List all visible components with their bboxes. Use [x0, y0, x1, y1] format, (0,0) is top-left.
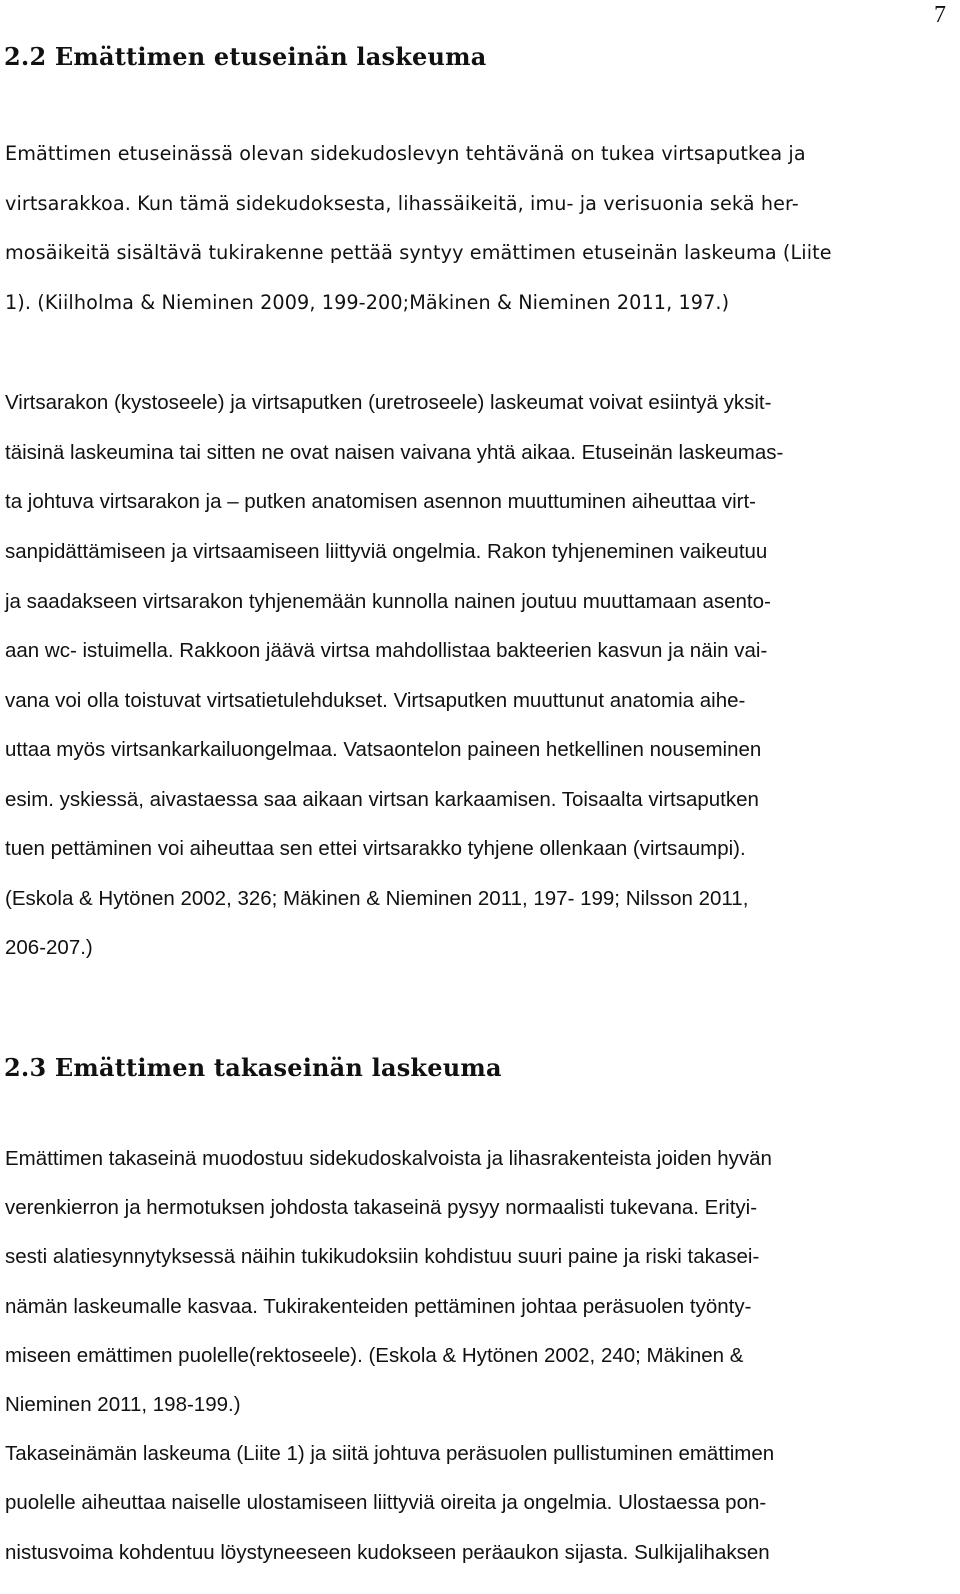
text-line: puolelle aiheuttaa naiselle ulostamiseen liittyviä oireita ja ongelmia. Ulostaessa pon- [5, 1491, 767, 1514]
text-line: sanpidättämiseen ja virtsaamiseen liittyviä ongelmia. Rakon tyhjeneminen vaikeutuu [5, 540, 768, 563]
text-line: nistusvoima kohdentuu löystyneeseen kudokseen peräaukon sijasta. Sulkijalihaksen [5, 1541, 770, 1564]
text-line: 206-207.) [5, 936, 93, 959]
text-line: Takaseinämän laskeuma (Liite 1) ja siitä johtuva peräsuolen pullistuminen emättimen [5, 1442, 775, 1465]
text-line: Emättimen etuseinässä olevan sidekudoslevyn tehtävänä on tukea virtsaputkea ja [5, 142, 806, 165]
text-line: miseen emättimen puolelle(rektoseele). (Eskola & Hytönen 2002, 240; Mäkinen & [5, 1344, 744, 1367]
text-line: ja saadakseen virtsarakon tyhjenemään kunnolla nainen joutuu muuttamaan asento- [5, 590, 771, 613]
section-heading-2-2: 2.2 Emättimen etuseinän laskeuma [4, 42, 487, 71]
text-line: vana voi olla toistuvat virtsatietulehdukset. Virtsaputken muuttunut anatomia aihe- [5, 689, 746, 712]
text-line: Virtsarakon (kystoseele) ja virtsaputken (uretroseele) laskeumat voivat esiintyä yksit- [5, 391, 772, 414]
text-line: esim. yskiessä, aivastaessa saa aikaan virtsan karkaamisen. Toisaalta virtsaputken [5, 788, 759, 811]
text-line: nämän laskeumalle kasvaa. Tukirakenteiden pettäminen johtaa peräsuolen työnty- [5, 1295, 752, 1318]
text-line: Emättimen takaseinä muodostuu sidekudoskalvoista ja lihasrakenteista joiden hyvän [5, 1147, 772, 1170]
text-line: aan wc- istuimella. Rakkoon jäävä virtsa mahdollistaa bakteerien kasvun ja näin vai- [5, 639, 768, 662]
text-line: 1). (Kiilholma & Nieminen 2009, 199-200;Mäkinen & Nieminen 2011, 197.) [5, 291, 730, 314]
text-line: Nieminen 2011, 198-199.) [5, 1393, 241, 1416]
section-heading-2-3: 2.3 Emättimen takaseinän laskeuma [4, 1053, 502, 1082]
text-line: uttaa myös virtsankarkailuongelmaa. Vatsaontelon paineen hetkellinen nouseminen [5, 738, 762, 761]
text-line: virtsarakkoa. Kun tämä sidekudoksesta, lihassäikeitä, imu- ja verisuonia sekä her- [5, 192, 799, 215]
text-line: tuen pettäminen voi aiheuttaa sen ettei virtsarakko tyhjene ollenkaan (virtsaumpi). [5, 837, 746, 860]
text-line: sesti alatiesynnytyksessä näihin tukikudoksiin kohdistuu suuri paine ja riski takasei- [5, 1245, 760, 1268]
text-line: (Eskola & Hytönen 2002, 326; Mäkinen & Nieminen 2011, 197- 199; Nilsson 2011, [5, 887, 749, 910]
text-line: mosäikeitä sisältävä tukirakenne pettää syntyy emättimen etuseinän laskeuma (Liite [5, 241, 832, 264]
text-line: verenkierron ja hermotuksen johdosta takaseinä pysyy normaalisti tukevana. Erityi- [5, 1196, 758, 1219]
page-number: 7 [934, 2, 946, 28]
text-line: ta johtuva virtsarakon ja – putken anatomisen asennon muuttuminen aiheuttaa virt- [5, 490, 756, 513]
text-line: täisinä laskeumina tai sitten ne ovat naisen vaivana yhtä aikaa. Etuseinän laskeumas- [5, 441, 784, 464]
